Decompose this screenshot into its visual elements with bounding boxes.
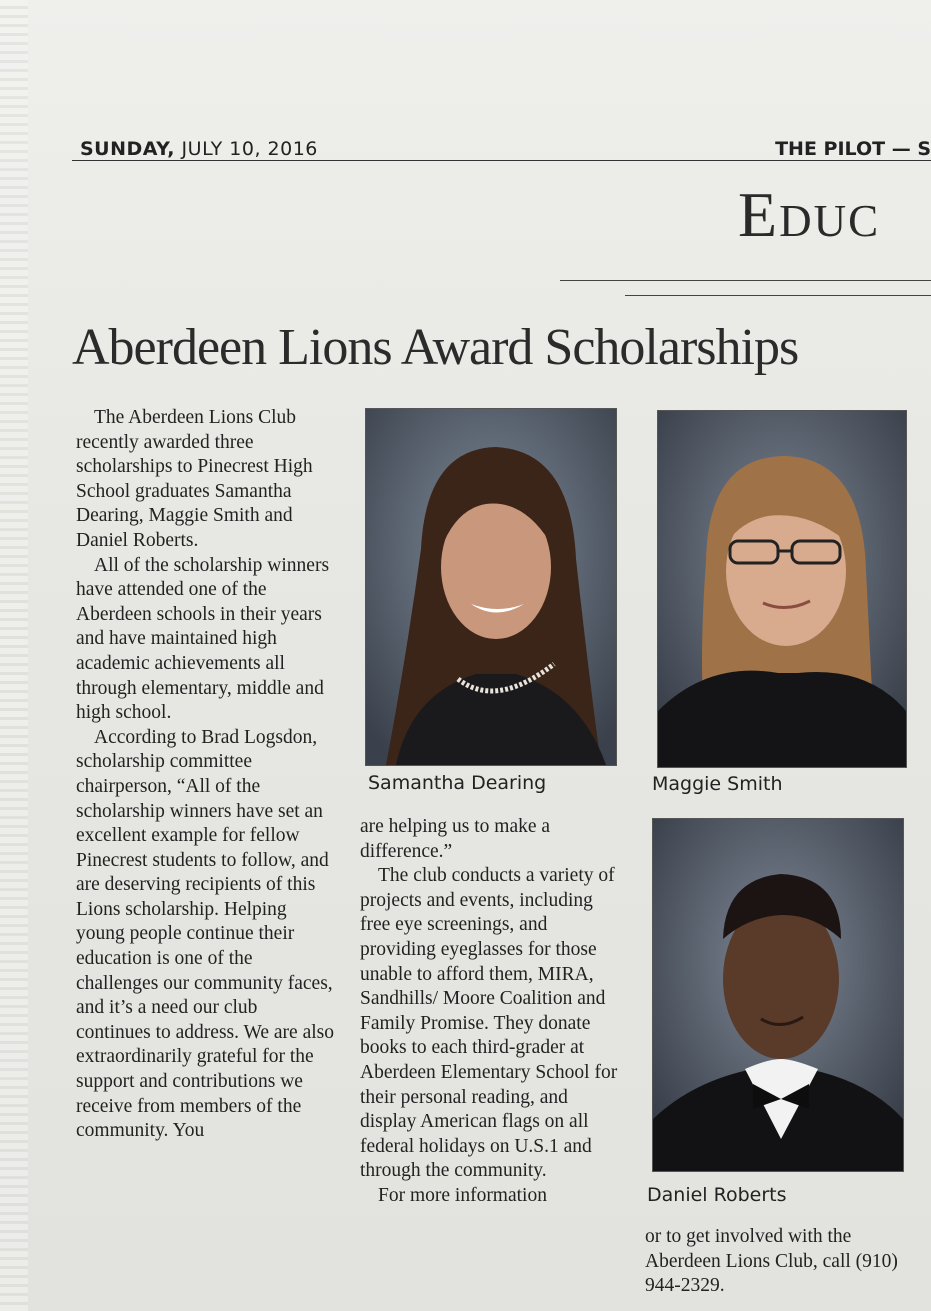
photo-caption: Maggie Smith (652, 773, 783, 795)
dateline-day: SUNDAY, (80, 138, 176, 160)
article-column-1 (76, 406, 334, 1144)
section-rule (560, 280, 931, 281)
torn-edge (0, 0, 28, 1311)
paragraph: All of the scholarship winners have attended one of the Aberdeen schools in their years and have maintained high academic achievements all through elementary, middle and high school. (76, 554, 330, 724)
paragraph: or to get involved with the Aberdeen Lions Club, call (910) 944-2329. (645, 1226, 898, 1297)
photo-daniel-roberts (652, 818, 904, 1172)
photo-caption: Samantha Dearing (368, 772, 547, 794)
paragraph: The club conducts a variety of projects and events, including free eye screenings, and providing eyeglasses for those unable to afford them, MIRA, Sandhills/ Moore Coalition and Family Promise. They donate books to each third-grader at Aberdeen Elementary School for their personal reading, and display American flags on all federal holidays on U.S.1 and through the community. (360, 865, 618, 1182)
paragraph: are helping us to make a difference.” (360, 816, 551, 862)
dateline-date: JULY 10, 2016 (175, 138, 318, 160)
paragraph: The Aberdeen Lions Club recently awarded three scholarships to Pinecrest High School graduates Samantha Dearing, Maggie Smith and Daniel Roberts. (76, 407, 313, 551)
photo-maggie-smith (657, 410, 907, 768)
section-rule-2 (625, 295, 931, 296)
photo-samantha-dearing (365, 408, 617, 766)
photo-caption: Daniel Roberts (647, 1184, 787, 1206)
paper-name: THE PILOT — S (775, 138, 931, 160)
paragraph: For more information (378, 1184, 547, 1206)
header-rule (72, 160, 931, 161)
dateline (80, 138, 318, 160)
headline: Aberdeen Lions Award Scholarships (72, 319, 799, 376)
article-column-2 (360, 815, 622, 1209)
section-title: Educ (738, 179, 881, 250)
paragraph: According to Brad Logsdon, scholarship committee chairperson, “All of the scholarship winners have set an excellent example for fellow Pinecrest students to follow, and are deserving recipients of this Lions scholarship. Helping young people continue their education is one of the challenges our community faces, and it’s a need our club continues to address. We are also extraordinarily grateful for the support and contributions we receive from members of the community. You (76, 726, 334, 1142)
article-column-3 (645, 1225, 915, 1299)
